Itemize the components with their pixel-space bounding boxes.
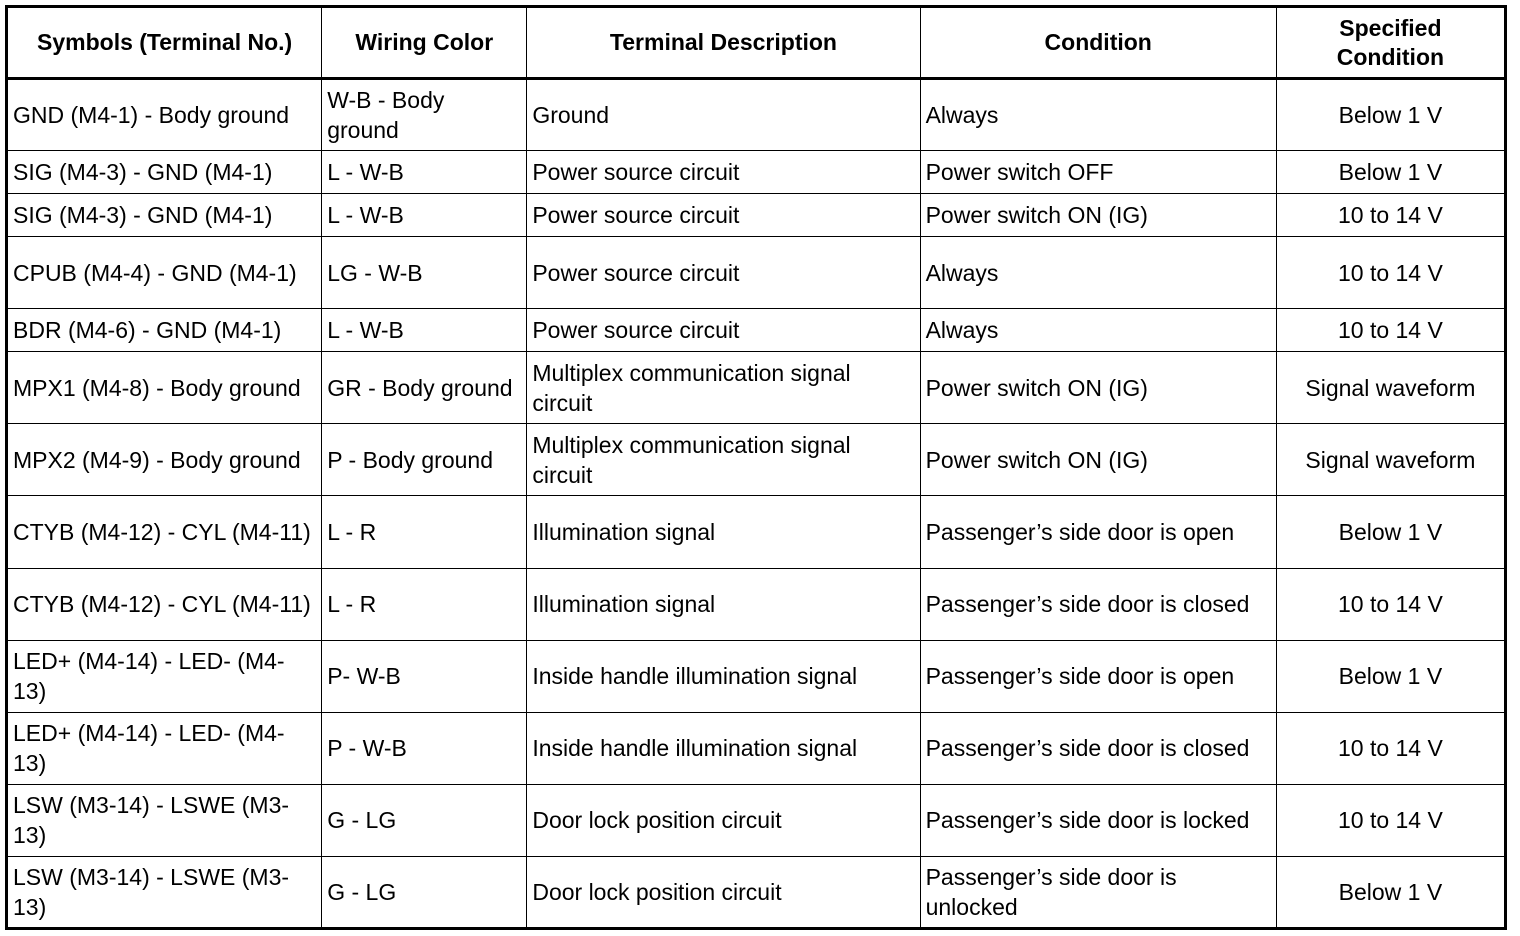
header-condition: Condition [920, 7, 1276, 79]
table-row [7, 712, 1506, 784]
terminal-description-cell: Inside handle illumination signal [527, 640, 920, 712]
terminal-description-cell: Multiplex communication signal circuit [527, 424, 920, 496]
terminal-description-cell: Power source circuit [527, 151, 920, 194]
symbols-cell: SIG (M4-3) - GND (M4-1) [7, 194, 322, 237]
condition-cell: Passenger’s side door is unlocked [920, 856, 1276, 928]
specified-condition-cell: 10 to 14 V [1276, 309, 1505, 352]
header-symbols: Symbols (Terminal No.) [7, 7, 322, 79]
specified-condition-cell: Below 1 V [1276, 496, 1505, 568]
symbols-cell: GND (M4-1) - Body ground [7, 79, 322, 151]
terminal-description-cell: Illumination signal [527, 568, 920, 640]
symbols-cell: MPX1 (M4-8) - Body ground [7, 352, 322, 424]
symbols-cell: CPUB (M4-4) - GND (M4-1) [7, 237, 322, 309]
symbols-cell: LSW (M3-14) - LSWE (M3-13) [7, 856, 322, 928]
wiring-color-cell: G - LG [322, 856, 527, 928]
condition-cell: Always [920, 309, 1276, 352]
specified-condition-cell: Below 1 V [1276, 79, 1505, 151]
condition-cell: Power switch OFF [920, 151, 1276, 194]
specified-condition-cell: 10 to 14 V [1276, 784, 1505, 856]
terminal-description-cell: Illumination signal [527, 496, 920, 568]
table-row [7, 309, 1506, 352]
table-row [7, 352, 1506, 424]
table-row [7, 568, 1506, 640]
header-terminal-description: Terminal Description [527, 7, 920, 79]
specified-condition-cell: 10 to 14 V [1276, 194, 1505, 237]
terminal-description-cell: Power source circuit [527, 237, 920, 309]
terminal-description-cell: Multiplex communication signal circuit [527, 352, 920, 424]
condition-cell: Passenger’s side door is locked [920, 784, 1276, 856]
header-wiring-color: Wiring Color [322, 7, 527, 79]
symbols-cell: BDR (M4-6) - GND (M4-1) [7, 309, 322, 352]
condition-cell: Power switch ON (IG) [920, 352, 1276, 424]
terminal-description-cell: Door lock position circuit [527, 856, 920, 928]
condition-cell: Passenger’s side door is closed [920, 712, 1276, 784]
specified-condition-cell: Below 1 V [1276, 151, 1505, 194]
table-row [7, 496, 1506, 568]
terminal-description-cell: Power source circuit [527, 309, 920, 352]
terminal-description-cell: Ground [527, 79, 920, 151]
wiring-color-cell: L - W-B [322, 151, 527, 194]
table-row [7, 79, 1506, 151]
specified-condition-cell: 10 to 14 V [1276, 568, 1505, 640]
wiring-color-cell: L - W-B [322, 309, 527, 352]
terminal-inspection-table [5, 5, 1507, 930]
table-row [7, 424, 1506, 496]
symbols-cell: CTYB (M4-12) - CYL (M4-11) [7, 496, 322, 568]
condition-cell: Passenger’s side door is open [920, 640, 1276, 712]
table-header-row [7, 7, 1506, 79]
wiring-color-cell: L - R [322, 496, 527, 568]
specified-condition-cell: Signal waveform [1276, 424, 1505, 496]
wiring-color-cell: P - W-B [322, 712, 527, 784]
wiring-color-cell: G - LG [322, 784, 527, 856]
condition-cell: Always [920, 237, 1276, 309]
symbols-cell: CTYB (M4-12) - CYL (M4-11) [7, 568, 322, 640]
table-row [7, 640, 1506, 712]
header-specified-condition: Specified Condition [1276, 7, 1505, 79]
wiring-color-cell: L - W-B [322, 194, 527, 237]
wiring-color-cell: LG - W-B [322, 237, 527, 309]
terminal-description-cell: Door lock position circuit [527, 784, 920, 856]
table-row [7, 856, 1506, 928]
table-row [7, 151, 1506, 194]
table-row [7, 237, 1506, 309]
specified-condition-cell: 10 to 14 V [1276, 712, 1505, 784]
specified-condition-cell: Signal waveform [1276, 352, 1505, 424]
condition-cell: Power switch ON (IG) [920, 424, 1276, 496]
symbols-cell: SIG (M4-3) - GND (M4-1) [7, 151, 322, 194]
symbols-cell: LED+ (M4-14) - LED- (M4-13) [7, 640, 322, 712]
condition-cell: Power switch ON (IG) [920, 194, 1276, 237]
specified-condition-cell: 10 to 14 V [1276, 237, 1505, 309]
terminal-description-cell: Power source circuit [527, 194, 920, 237]
condition-cell: Always [920, 79, 1276, 151]
table-row [7, 194, 1506, 237]
condition-cell: Passenger’s side door is closed [920, 568, 1276, 640]
specified-condition-cell: Below 1 V [1276, 856, 1505, 928]
condition-cell: Passenger’s side door is open [920, 496, 1276, 568]
wiring-color-cell: P- W-B [322, 640, 527, 712]
symbols-cell: LSW (M3-14) - LSWE (M3-13) [7, 784, 322, 856]
wiring-color-cell: GR - Body ground [322, 352, 527, 424]
table-row [7, 784, 1506, 856]
symbols-cell: MPX2 (M4-9) - Body ground [7, 424, 322, 496]
wiring-color-cell: L - R [322, 568, 527, 640]
wiring-color-cell: W-B - Body ground [322, 79, 527, 151]
terminal-description-cell: Inside handle illumination signal [527, 712, 920, 784]
wiring-color-cell: P - Body ground [322, 424, 527, 496]
specified-condition-cell: Below 1 V [1276, 640, 1505, 712]
symbols-cell: LED+ (M4-14) - LED- (M4-13) [7, 712, 322, 784]
